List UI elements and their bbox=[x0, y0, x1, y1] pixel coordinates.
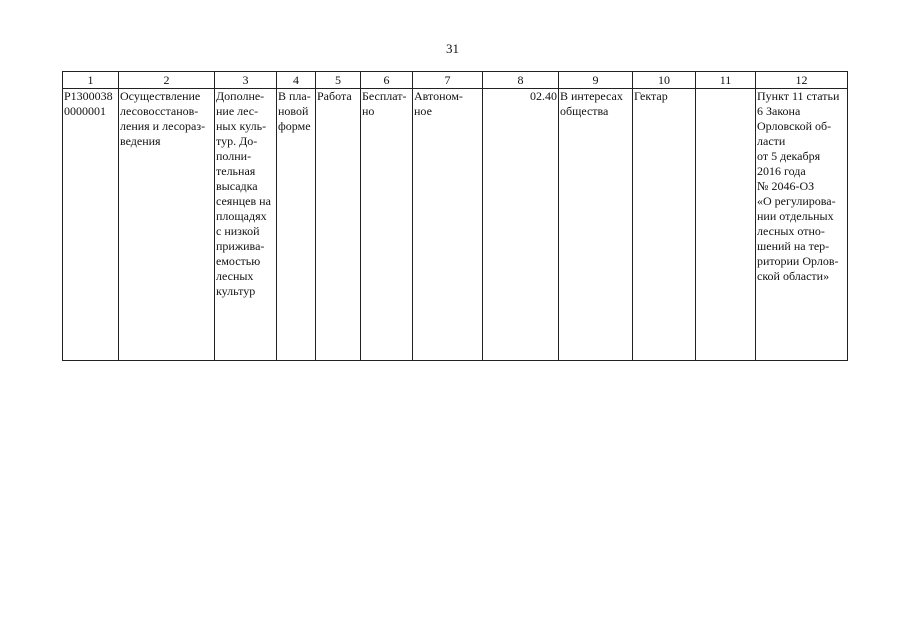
column-header-11: 11 bbox=[696, 72, 756, 89]
okved-code-cell: 02.40 bbox=[483, 89, 559, 361]
legal-basis-cell: Пункт 11 статьи 6 Закона Орловской об- ласти от 5 декабря 2016 года № 2046-ОЗ «О регулирова- нии отдельных лесных отно- шений на тер- ритории Орлов- ской области» bbox=[756, 89, 848, 361]
column-header-5: 5 bbox=[316, 72, 361, 89]
registry-number-cell: P1300038 0000001 bbox=[63, 89, 119, 361]
column-header-9: 9 bbox=[559, 72, 633, 89]
column-header-10: 10 bbox=[633, 72, 696, 89]
column-header-6: 6 bbox=[361, 72, 413, 89]
column-header-8: 8 bbox=[483, 72, 559, 89]
consumer-cell: В интересах общества bbox=[559, 89, 633, 361]
institution-type-cell: Автоном- ное bbox=[413, 89, 483, 361]
column-header-1: 1 bbox=[63, 72, 119, 89]
column-header-3: 3 bbox=[215, 72, 277, 89]
service-name-cell: Осуществление лесовосстанов- ления и лесораз- ведения bbox=[119, 89, 215, 361]
empty-cell bbox=[696, 89, 756, 361]
unit-cell: Гектар bbox=[633, 89, 696, 361]
type-cell: Работа bbox=[316, 89, 361, 361]
column-header-2: 2 bbox=[119, 72, 215, 89]
header-row bbox=[63, 72, 848, 89]
work-content-cell: Дополне- ние лес- ных куль- тур. До- полни- тельная высадка сеянцев на площадях с низкой прижива- емостью лесных культур bbox=[215, 89, 277, 361]
column-header-12: 12 bbox=[756, 72, 848, 89]
document-table bbox=[62, 71, 848, 361]
column-header-7: 7 bbox=[413, 72, 483, 89]
table-row bbox=[63, 89, 848, 361]
form-cell: В пла- новой форме bbox=[277, 89, 316, 361]
page-number: 31 bbox=[446, 41, 459, 56]
column-header-4: 4 bbox=[277, 72, 316, 89]
payment-cell: Бесплат- но bbox=[361, 89, 413, 361]
